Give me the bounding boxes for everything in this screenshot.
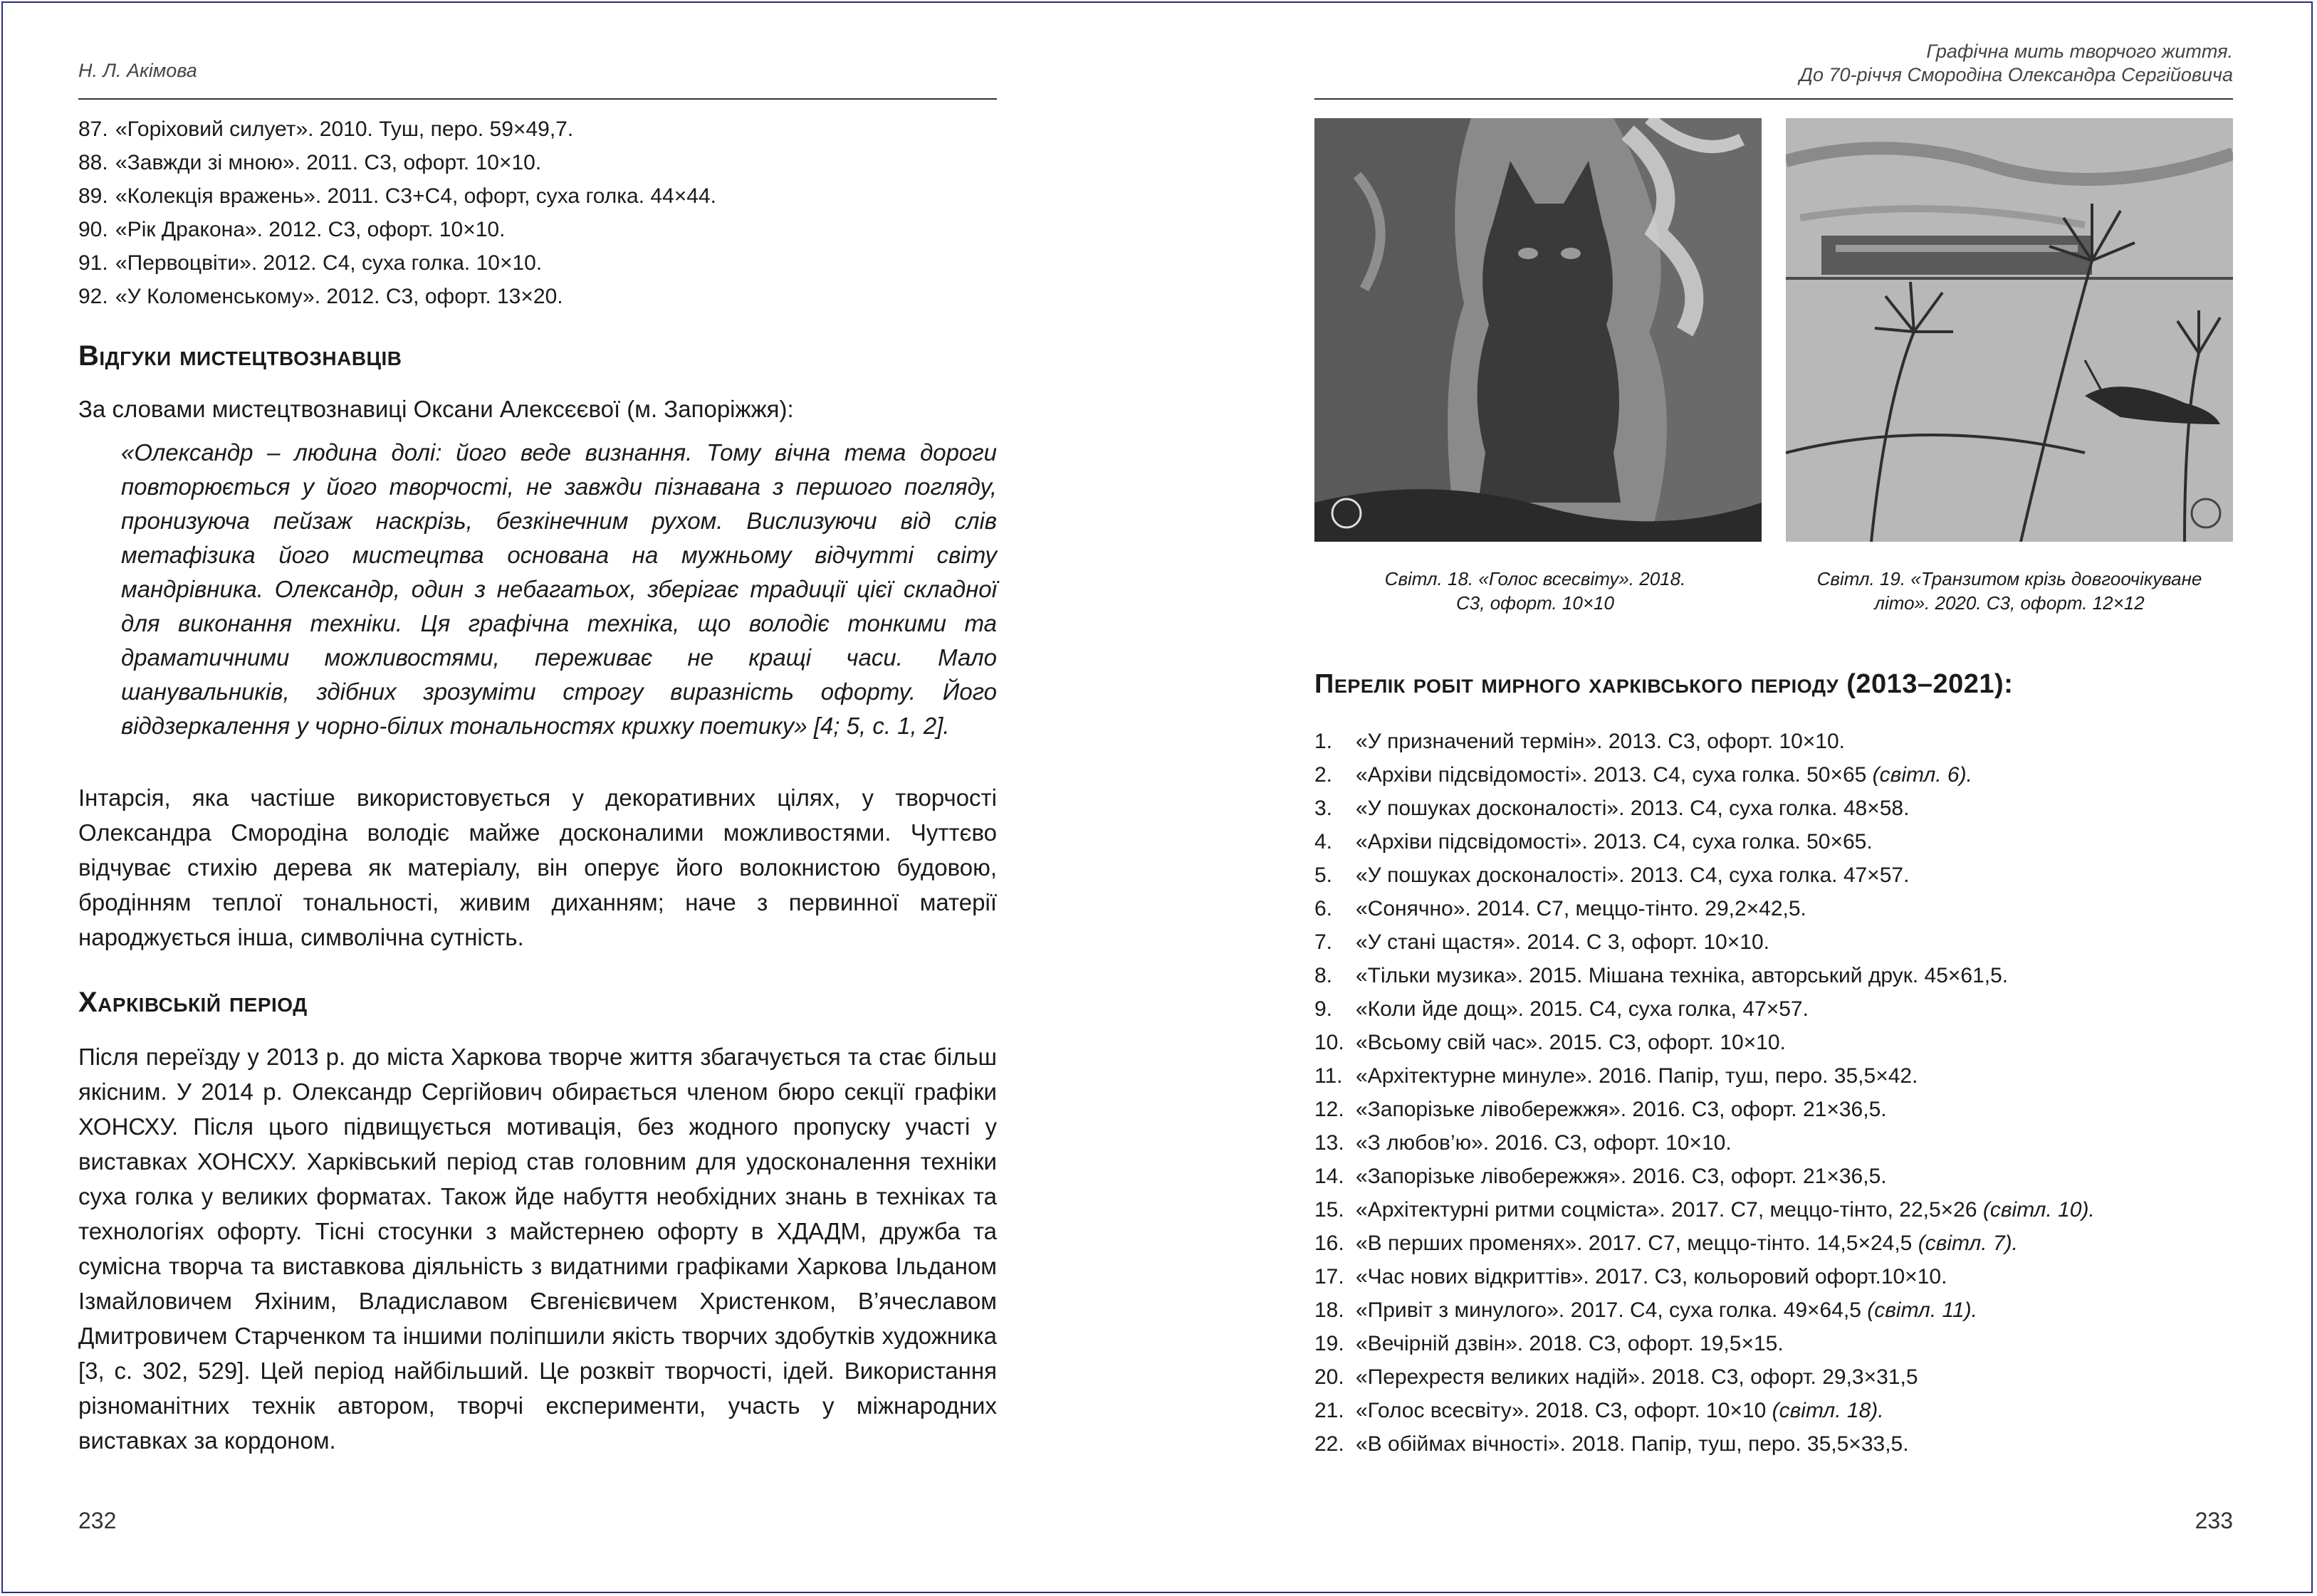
list-item (1314, 1093, 2095, 1126)
list-item (78, 179, 716, 213)
list-item (78, 213, 716, 246)
list-item (1314, 1327, 2095, 1360)
list-item-text: «Завжди зі мною». 2011. С3, офорт. 10×10. (115, 151, 542, 174)
list-item-number: 21. (1314, 1399, 1344, 1422)
list-item-text: «Запорізьке лівобережжя». 2016. С3, офорт. 21×36,5. (1356, 1165, 1887, 1188)
list-item-number: 11. (1314, 1064, 1343, 1088)
list-item-text: «В обіймах вічності». 2018. Папір, туш, перо. 35,5×33,5. (1356, 1432, 1909, 1456)
list-item-number: 2. (1314, 763, 1333, 787)
reviews-intro: За словами мистецтвознавиці Оксани Алексєєвої (м. Запоріжжя): (78, 396, 794, 422)
list-item-number: 89. (78, 184, 108, 208)
list-item-number: 90. (78, 218, 108, 241)
list-item-figure-ref: (світл. 11). (1867, 1298, 1977, 1322)
list-item (1314, 1427, 2095, 1461)
list-item-number: 91. (78, 251, 108, 275)
page-number-left: 232 (78, 1508, 117, 1533)
heading-kharkiv-period: Харківській період (78, 987, 308, 1018)
works-list-kharkiv (1314, 725, 2095, 1461)
heading-works-list: Перелік робіт мирного харківського періоду (2013–2021): (1314, 669, 2014, 699)
list-item-figure-ref: (світл. 7). (1918, 1232, 2018, 1255)
list-item-number: 12. (1314, 1098, 1344, 1121)
list-item-number: 22. (1314, 1432, 1344, 1456)
list-item (1314, 1126, 2095, 1160)
list-item (1314, 1160, 2095, 1193)
list-item-text: «Горіховий силует». 2010. Туш, перо. 59×49,7. (115, 117, 574, 141)
list-item (1314, 725, 2095, 758)
list-item-number: 18. (1314, 1298, 1344, 1322)
list-item (1314, 1360, 2095, 1394)
list-item (1314, 859, 2095, 892)
list-item-number: 10. (1314, 1031, 1344, 1054)
list-item-number: 7. (1314, 930, 1333, 954)
list-item-number: 15. (1314, 1198, 1344, 1222)
list-item-text: «Колекція вражень». 2011. С3+С4, офорт, суха голка. 44×44. (115, 184, 716, 208)
paragraph-intarsia: Інтарсія, яка частіше використовується у декоративних цілях, у творчості Олександра Смородіна володіє майже досконалими можливостями. Чуттєво відчуває стихію дерева як матеріалу, він оперує його волокнистою будовою, бродінням теплої тональності, живим диханням; наче з первинної матерії народжується інша, символічна сутність. (78, 784, 997, 950)
list-item-number: 3. (1314, 797, 1333, 820)
list-item-figure-ref: (світл. 6). (1872, 763, 1972, 787)
list-item-number: 8. (1314, 964, 1333, 987)
list-item-number: 6. (1314, 897, 1333, 920)
list-item-text: «Коли йде дощ». 2015. С4, суха голка, 47×57. (1356, 997, 1809, 1021)
list-item (1314, 1293, 2095, 1327)
list-item (1314, 758, 2095, 792)
running-head-author: Н. Л. Акімова (78, 60, 197, 81)
left-page (78, 0, 997, 1596)
list-item-text: «Час нових відкриттів». 2017. С3, кольоровий офорт.10×10. (1356, 1265, 1947, 1288)
list-item-text: «Архіви підсвідомості». 2013. С4, суха голка. 50×65 (1356, 763, 1873, 787)
figure-19-caption (1786, 567, 2233, 615)
etching-transit-through-summer-image (1786, 118, 2233, 542)
right-page (1314, 0, 2233, 1596)
list-item-number: 20. (1314, 1365, 1344, 1389)
list-item-number: 4. (1314, 830, 1333, 854)
list-item-number: 19. (1314, 1332, 1344, 1355)
etching-voice-of-universe (1314, 118, 1762, 542)
page-number-right: 233 (2195, 1508, 2233, 1533)
list-item-number: 88. (78, 151, 108, 174)
list-item-text: «У пошуках досконалості». 2013. С4, суха голка. 47×57. (1356, 863, 1910, 887)
list-item-number: 87. (78, 117, 108, 141)
list-item (1314, 825, 2095, 859)
paragraph-kharkiv: Після переїзду у 2013 р. до міста Харкова творче життя збагачується та стає більш якісним. У 2014 р. Олександр Сергійович обирається членом бюро секції графіки ХОНСХУ. Після цього підвищується мотивація, без жодного пропуску участі у виставках ХОНСХУ. Харківський період став головним для удосконалення техніки суха голка у великих форматах. Також йде набуття необхідних знань в техніках та технологіях офорту. Тісні стосунки з майстернею офорту в ХДАДМ, дружба та сумісна творча та виставкова діяльність з видатними графіками Харкова Ільданом Ізмайловичем Яхіним, Владиславом Євгенієвичем Христенком, В’ячеславом Дмитровичем Старченком та іншими поліпшили якість творчих здобутків художника [3, с. 302, 529]. Цей період найбільший. Це розквіт творчості, ідей. Використання різноманітних технік автором, творчі експерименти, участь у міжнародних виставках за кордоном. (78, 1044, 997, 1454)
figure-18-caption-line1: Світл. 18. «Голос всесвіту». 2018. (1384, 568, 1686, 589)
list-item (1314, 1394, 2095, 1427)
critic-quote: «Олександр – людина долі: його веде визнання. Тому вічна тема дороги повторюється у його творчості, не завжди пізнавана з першого погляду, пронизуюча пейзаж наскрізь, безкінечним рухом. Вислизуючи від слів метафізика його мистецтва основана на мужньому відчутті світу мандрівника. Олександр, один з небагатьох, зберігає традиції цієї складної для виконання техніки. Ця графічна техніка, що володіє тонкими та драматичними можливостями, переживає не кращі часи. Мало шанувальників, здібних зрозуміти строгу виразність офорту. Його віддзеркалення у чорно-білих тональностях крихку поетику» [4; 5, с. 1, 2]. (121, 439, 997, 739)
list-item (1314, 959, 2095, 992)
list-item-number: 1. (1314, 730, 1333, 753)
list-item (78, 246, 716, 280)
list-item-text: «Перехрестя великих надій». 2018. С3, офорт. 29,3×31,5 (1356, 1365, 1918, 1389)
list-item (1314, 1260, 2095, 1293)
heading-reviews: Відгуки мистецтвознавців (78, 340, 402, 372)
figure-18-caption-line2: С3, офорт. 10×10 (1456, 592, 1614, 614)
list-item-text: «Привіт з минулого». 2017. С4, суха голка. 49×64,5 (1356, 1298, 1868, 1322)
figure-19-caption-line2: літо». 2020. С3, офорт. 12×12 (1874, 592, 2145, 614)
etching-transit-through-summer (1786, 118, 2233, 542)
list-item (1314, 792, 2095, 825)
list-item (78, 280, 716, 313)
figure-18-caption (1314, 567, 1756, 615)
list-item-text: «Сонячно». 2014. С7, меццо-тінто. 29,2×42,5. (1356, 897, 1806, 920)
list-item (1314, 925, 2095, 959)
header-rule (78, 98, 997, 100)
list-item (1314, 1227, 2095, 1260)
list-item-text: «У стані щастя». 2014. С 3, офорт. 10×10. (1356, 930, 1769, 954)
list-item (78, 146, 716, 179)
list-item-number: 5. (1314, 863, 1333, 887)
works-list-continued (78, 112, 716, 313)
list-item-text: «Запорізьке лівобережжя». 2016. С3, офорт. 21×36,5. (1356, 1098, 1887, 1121)
list-item (78, 112, 716, 146)
list-item (1314, 992, 2095, 1026)
list-item-text: «Голос всесвіту». 2018. С3, офорт. 10×10 (1356, 1399, 1772, 1422)
list-item (1314, 1193, 2095, 1227)
list-item-number: 14. (1314, 1165, 1344, 1188)
running-head-line2: До 70-річчя Смородіна Олександра Сергійовича (1799, 64, 2233, 85)
list-item-number: 9. (1314, 997, 1333, 1021)
etching-voice-of-universe-image (1314, 118, 1762, 542)
list-item-number: 17. (1314, 1265, 1344, 1288)
list-item-text: «У пошуках досконалості». 2013. С4, суха голка. 48×58. (1356, 797, 1910, 820)
figure-19-caption-line1: Світл. 19. «Транзитом крізь довгоочікуване (1816, 568, 2202, 589)
running-head-title (1799, 40, 2233, 87)
list-item-figure-ref: (світл. 18). (1772, 1399, 1884, 1422)
list-item-text: «З любов’ю». 2016. С3, офорт. 10×10. (1356, 1131, 1732, 1155)
list-item (1314, 892, 2095, 925)
list-item-text: «В перших променях». 2017. С7, меццо-тінто. 14,5×24,5 (1356, 1232, 1918, 1255)
list-item-text: «Вечірній дзвін». 2018. С3, офорт. 19,5×15. (1356, 1332, 1784, 1355)
list-item-number: 13. (1314, 1131, 1344, 1155)
list-item-number: 92. (78, 285, 108, 308)
list-item-text: «Архітектурне минуле». 2016. Папір, туш, перо. 35,5×42. (1356, 1064, 1918, 1088)
list-item (1314, 1059, 2095, 1093)
list-item-text: «У Коломенському». 2012. С3, офорт. 13×20. (115, 285, 563, 308)
list-item-text: «Первоцвіти». 2012. С4, суха голка. 10×10. (115, 251, 543, 275)
list-item-figure-ref: (світл. 10). (1982, 1198, 2095, 1222)
list-item-text: «Архіви підсвідомості». 2013. С4, суха голка. 50×65. (1356, 830, 1873, 854)
list-item-text: «У призначений термін». 2013. С3, офорт. 10×10. (1356, 730, 1846, 753)
list-item-text: «Архітектурні ритми соцміста». 2017. С7, меццо-тінто, 22,5×26 (1356, 1198, 1983, 1222)
list-item (1314, 1026, 2095, 1059)
list-item-number: 16. (1314, 1232, 1344, 1255)
running-head-line1: Графічна мить творчого життя. (1926, 41, 2233, 62)
list-item-text: «Всьому свій час». 2015. С3, офорт. 10×10. (1356, 1031, 1786, 1054)
list-item-text: «Тільки музика». 2015. Мішана техніка, авторський друк. 45×61,5. (1356, 964, 2009, 987)
header-rule (1314, 98, 2233, 100)
list-item-text: «Рік Дракона». 2012. С3, офорт. 10×10. (115, 218, 506, 241)
